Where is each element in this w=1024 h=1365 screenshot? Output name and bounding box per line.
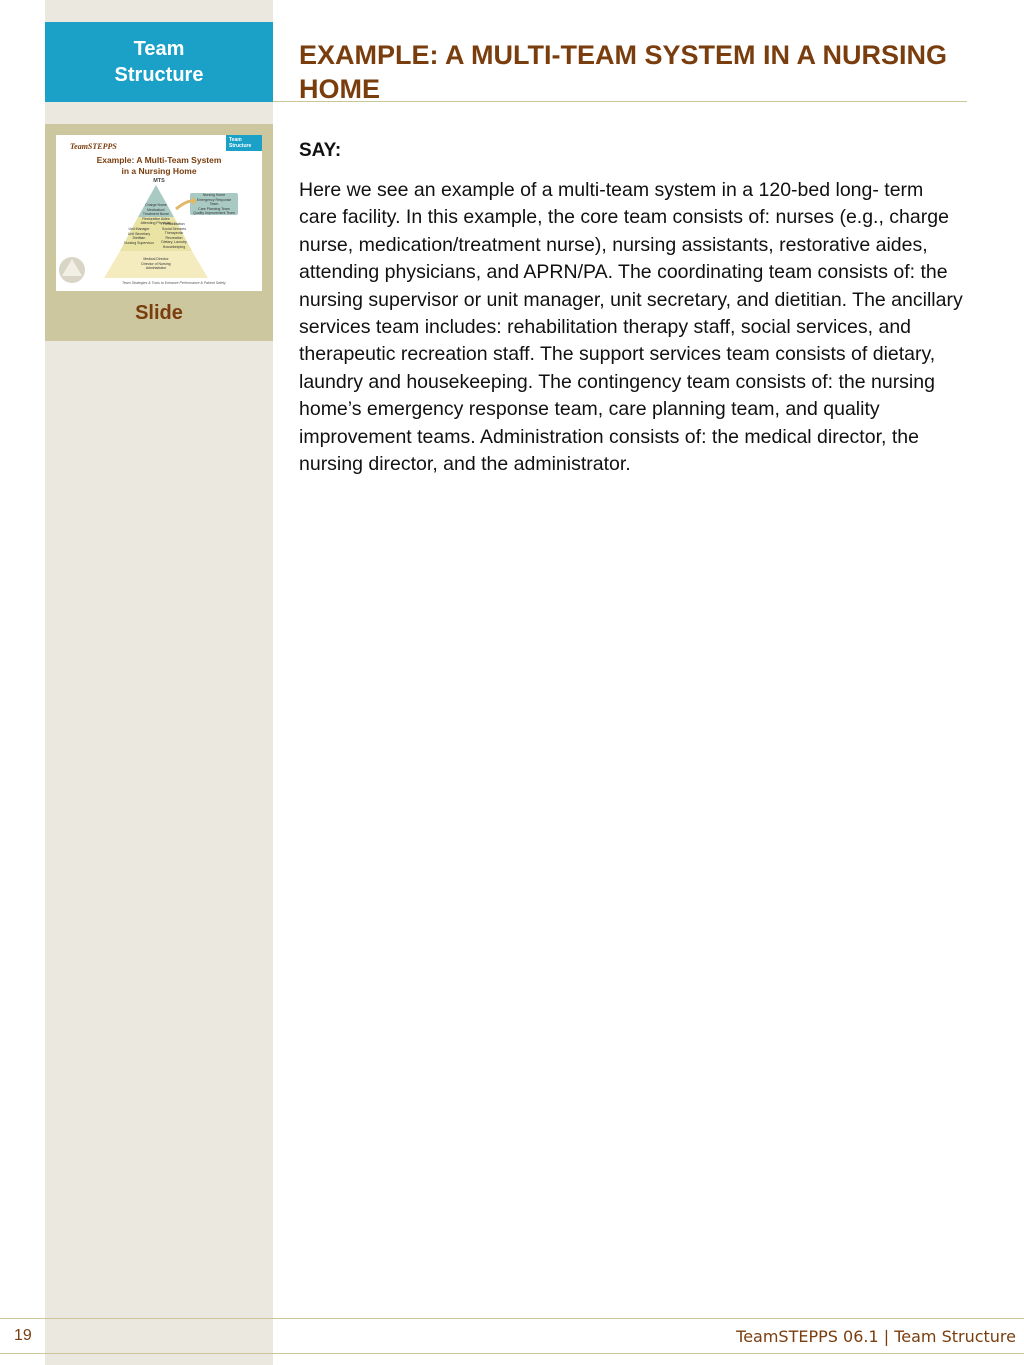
say-label: SAY:: [299, 140, 342, 161]
contingency-line: Nursing Home: [202, 193, 226, 197]
coord-line: Dietitian: [132, 236, 146, 240]
coord-line: Nursing Supervisor: [124, 240, 154, 245]
admin-line: Administrator: [145, 266, 167, 270]
ancillary-line: Rehabilitation: [163, 222, 185, 226]
core-line: Medication/: [147, 207, 165, 212]
ancillary-line: Recreation: [165, 235, 183, 240]
contingency-line: Quality Improvement Team: [193, 211, 235, 215]
coord-line: Unit Secretary: [127, 231, 151, 236]
body-paragraph: Here we see an example of a multi-team system in a 120-bed long- term care facility. In this example, the core team consists of: nurses (e.g., charge nurse, medication/treatment nurse), nursing assistants, restorative aides, attending physicians, and APRN/PA. The coordinating team consists of: the nursing supervisor or unit manager, unit secretary, and dietitian. The ancillary services team includes: rehabilitation therapy staff, social services, and therapeutic recreation staff. The support services team consists of dietary, laundry and housekeeping. The contingency team consists of: the nursing home’s emergency response team, care planning team, and quality improvement teams. Administration consists of: the medical director, the nursing director, and the administrator.: [299, 179, 963, 476]
slide-brand: TeamSTEPPS: [70, 142, 117, 151]
ancillary-line: Dietary, Laundry: [161, 240, 187, 244]
contingency-line: Care Planning Team: [198, 206, 230, 211]
core-line: Attending Physician: [140, 221, 172, 225]
slide-thumbnail: [56, 135, 262, 291]
slide-mts-label: MTS: [153, 178, 165, 184]
coord-line: Unit Manager: [128, 227, 150, 231]
admin-line: Medical Director: [143, 257, 169, 261]
footer-text: TeamSTEPPS 06.1 | Team Structure: [736, 1327, 1016, 1346]
contingency-line: Emergency Response: [196, 197, 232, 202]
slide-title-line1: Example: A Multi-Team System: [96, 155, 222, 165]
page-title: EXAMPLE: A MULTI-TEAM SYSTEM IN A NURSING HOME: [299, 40, 947, 104]
slide-footer: Team Strategies & Tools to Enhance Performance & Patient Safety: [122, 281, 226, 285]
core-line: Charge Nurse: [145, 203, 167, 207]
slide-contingency-list: [190, 193, 238, 216]
footer-divider-top: [0, 1318, 1024, 1319]
title-divider: [273, 101, 967, 102]
contingency-line: Team: [209, 202, 219, 206]
slide-panel: [45, 124, 273, 341]
ancillary-line: Social Services: [162, 226, 186, 231]
page-number: 19: [14, 1327, 32, 1344]
slide-ancillary-list: [156, 222, 192, 249]
slide-tab-line1: Team: [229, 137, 242, 143]
admin-line: Director of Nursing: [141, 261, 171, 266]
section-tab: [45, 22, 273, 102]
ancillary-line: Housekeeping: [162, 244, 186, 249]
slide-title-line2: in a Nursing Home: [121, 166, 197, 176]
slide-coord-list: [122, 227, 156, 245]
core-line: Restorative Aides: [142, 216, 170, 221]
core-line: Treatment Nurse: [142, 212, 170, 216]
section-tab-line1: Team: [133, 38, 185, 60]
slide-label: Slide: [135, 302, 183, 324]
slide-tab-line2: Structure: [229, 143, 252, 149]
ancillary-line: Therapeutic: [164, 231, 184, 235]
section-tab-line2: Structure: [114, 64, 204, 86]
footer-divider-bottom: [0, 1353, 1024, 1354]
slide-admin-list: [134, 257, 178, 271]
